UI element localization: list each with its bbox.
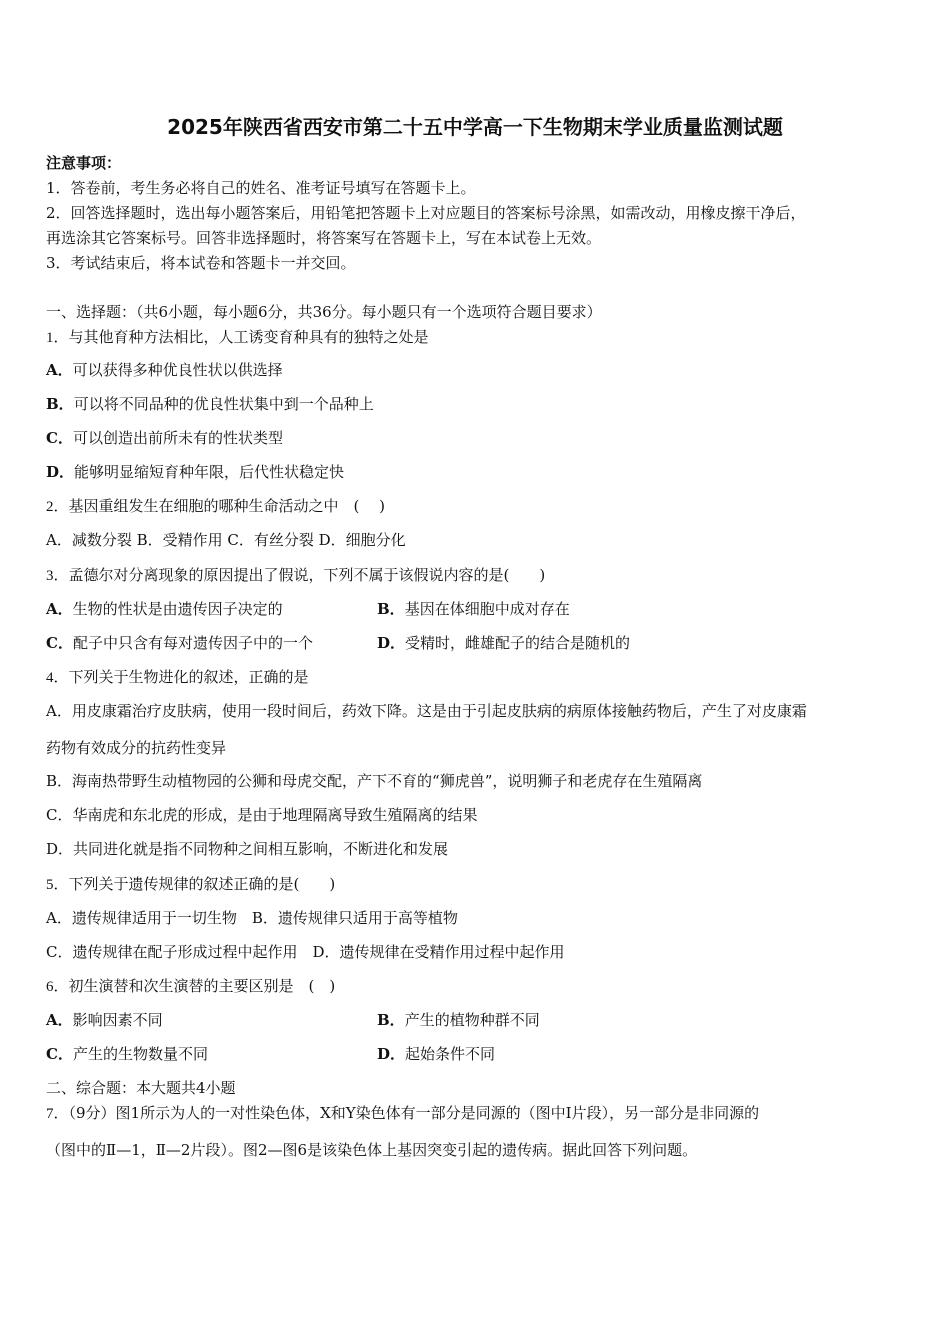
q4-option-a-cont: 药物有效成分的抗药性变异 [46, 739, 227, 757]
q4-option-c: C．华南虎和东北虎的形成，是由于地理隔离导致生殖隔离的结果 [46, 806, 478, 824]
q1-option-a-text: 可以获得多种优良性状以供选择 [72, 361, 283, 379]
q1-option-b-letter: B． [46, 395, 74, 413]
question-7-line-2: （图中的Ⅱ—1，Ⅱ—2片段）。图2—图6是该染色体上基因突变引起的遗传病。据此回答下列问题。 [46, 1141, 698, 1159]
q5-options-line-1: A．遗传规律适用于一切生物 B．遗传规律只适用于高等植物 [46, 909, 458, 927]
q1-option-a-letter: A． [46, 361, 73, 379]
question-6-stem: 初生演替和次生演替的主要区别是 ( ) [68, 977, 336, 995]
question-1 [46, 327, 429, 348]
q6-option-a [46, 1010, 163, 1030]
q6-option-b-letter: B． [377, 1011, 405, 1029]
question-3-stem: 孟德尔对分离现象的原因提出了假说，下列不属于该假说内容的是( ) [68, 566, 546, 584]
q3-option-c-text: 配子中只含有每对遗传因子中的一个 [72, 634, 313, 652]
notice-heading: 注意事项： [46, 154, 122, 172]
notice-item-2-cont: 再选涂其它答案标号。回答非选择题时，将答案写在答题卡上，写在本试卷上无效。 [46, 229, 602, 247]
q1-option-c-letter: C． [46, 429, 73, 447]
q1-option-d [46, 462, 344, 482]
q1-option-b-text: 可以将不同品种的优良性状集中到一个品种上 [73, 395, 374, 413]
question-2-number: 2． [46, 499, 69, 515]
q2-options-line: A．减数分裂 B．受精作用 C．有丝分裂 D．细胞分化 [46, 531, 406, 549]
question-2 [46, 496, 385, 517]
q6-option-a-text: 影响因素不同 [72, 1011, 163, 1029]
q3-option-a-letter: A． [46, 600, 73, 618]
section1-heading: 一、选择题：（共6小题，每小题6分，共36分。每小题只有一个选项符合题目要求） [46, 303, 602, 321]
q6-option-c-text: 产生的生物数量不同 [72, 1045, 208, 1063]
question-3-number: 3． [46, 568, 69, 584]
q1-option-b [46, 394, 374, 414]
q4-option-b: B．海南热带野生动植物园的公狮和母虎交配，产下不育的“狮虎兽”，说明狮子和老虎存在生殖隔离 [46, 772, 703, 790]
q1-option-d-text: 能够明显缩短育种年限，后代性状稳定快 [74, 463, 345, 481]
q6-option-b-text: 产生的植物种群不同 [404, 1011, 540, 1029]
q1-option-c-text: 可以创造出前所未有的性状类型 [72, 429, 283, 447]
q3-option-b-letter: B． [377, 600, 405, 618]
q6-option-d-text: 起始条件不同 [405, 1045, 496, 1063]
q4-option-d: D．共同进化就是指不同物种之间相互影响，不断进化和发展 [46, 840, 449, 858]
q6-option-c-letter: C． [46, 1045, 73, 1063]
q6-option-b [377, 1010, 540, 1030]
question-4 [46, 667, 309, 688]
question-5-stem: 下列关于遗传规律的叙述正确的是( ) [68, 875, 336, 893]
question-6 [46, 976, 335, 997]
q3-option-d [377, 633, 630, 653]
q1-option-d-letter: D． [46, 463, 75, 481]
q3-option-a [46, 599, 283, 619]
q1-option-c [46, 428, 283, 448]
question-4-number: 4． [46, 670, 69, 686]
q1-option-a [46, 360, 283, 380]
question-1-stem: 与其他育种方法相比，人工诱变育种具有的独特之处是 [68, 328, 429, 346]
q3-option-b-text: 基因在体细胞中成对存在 [404, 600, 570, 618]
q3-option-c-letter: C． [46, 634, 73, 652]
question-6-number: 6． [46, 979, 69, 995]
question-4-stem: 下列关于生物进化的叙述，正确的是 [68, 668, 309, 686]
section2-heading: 二、综合题：本大题共4小题 [46, 1079, 236, 1097]
q3-option-d-text: 受精时，雌雄配子的结合是随机的 [405, 634, 631, 652]
page-title: 2025年陕西省西安市第二十五中学高一下生物期末学业质量监测试题 [167, 115, 783, 139]
q6-option-c [46, 1044, 208, 1064]
q4-option-a: A．用皮康霜治疗皮肤病，使用一段时间后，药效下降。这是由于引起皮肤病的病原体接触药物后，产生了对皮康霜 [46, 702, 807, 720]
question-5 [46, 874, 335, 895]
q6-option-d [377, 1044, 495, 1064]
question-3 [46, 565, 545, 586]
notice-item-3: 3．考试结束后，将本试卷和答题卡一并交回。 [46, 254, 356, 272]
notice-item-2: 2．回答选择题时，选出每小题答案后，用铅笔把答题卡上对应题目的答案标号涂黑，如需改动，用橡皮擦干净后， [46, 204, 806, 222]
q6-option-a-letter: A． [46, 1011, 73, 1029]
question-2-stem: 基因重组发生在细胞的哪种生命活动之中 ( ) [68, 497, 385, 515]
q3-option-b [377, 599, 570, 619]
q3-option-d-letter: D． [377, 634, 406, 652]
q3-option-c [46, 633, 313, 653]
q6-option-d-letter: D． [377, 1045, 406, 1063]
q3-option-a-text: 生物的性状是由遗传因子决定的 [72, 600, 283, 618]
question-7 [46, 1103, 759, 1124]
q5-options-line-2: C．遗传规律在配子形成过程中起作用 D．遗传规律在受精作用过程中起作用 [46, 943, 565, 961]
question-5-number: 5． [46, 877, 69, 893]
question-7-line-1: （9分）图1所示为人的一对性染色体，X和Y染色体有一部分是同源的（图中Ⅰ片段），另一部分是非同源的 [68, 1104, 760, 1122]
question-1-number: 1． [46, 330, 69, 346]
notice-item-1: 1．答卷前，考生务必将自己的姓名、准考证号填写在答题卡上。 [46, 179, 476, 197]
question-7-number: 7． [46, 1106, 69, 1122]
